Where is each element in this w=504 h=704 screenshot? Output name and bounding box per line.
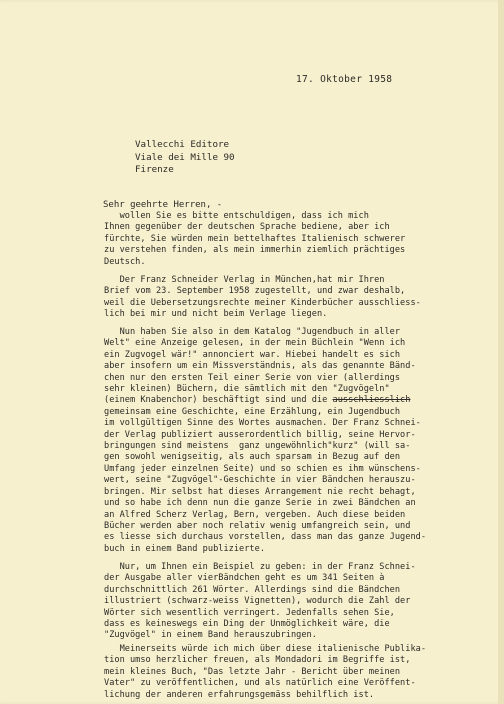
- text-line: Nur, um Ihnen ein Beispiel zu geben: in der Franz Schnei-: [104, 562, 416, 572]
- text-line: wollen Sie es bitte entschuldigen, dass ich mich: [104, 211, 369, 221]
- text-line: es liesse sich durchaus vorstellen, dass man das ganze Jugend-: [104, 532, 427, 543]
- text-line: "Zugvögel" in einem Band herauszubringen.: [104, 630, 317, 641]
- text-line: tion umso herzlicher freuen, als Mondadori im Begriffe ist,: [104, 655, 411, 666]
- paragraph-2: [104, 275, 504, 321]
- salutation: Sehr geehrte Herren, -: [103, 200, 223, 210]
- text-line: Brief vom 23. September 1958 zugestellt, und zwar deshalb,: [104, 286, 406, 297]
- address-line: Vallecchi Editore: [135, 139, 230, 150]
- paragraph-3: [104, 327, 504, 555]
- text-line: mein kleines Buch, "Das letzte Jahr - Bericht über meinen: [104, 666, 401, 677]
- text-line: der Ausgabe aller vierBändchen geht es um 341 Seiten à: [104, 573, 385, 584]
- text-line: der Verlag publiziert ausserordentlich billig, seine Hervor-: [104, 429, 416, 440]
- text-line: an Alfred Scherz Verlag, Bern, vergeben. Auch diese beiden: [104, 509, 406, 520]
- text-line: zu verstehen finden, als mein immerhin ziemlich prächtiges: [104, 245, 406, 256]
- text-segment: (einem Knabenchor) beschäftigt sind und die: [104, 395, 333, 406]
- text-line: Ihnen gegenüber der deutschen Sprache bediene, aber ich: [104, 222, 390, 233]
- text-line: bringungen sind meistens ganz ungewöhnlich"kurz" (will sa-: [104, 441, 411, 452]
- text-line: gemeinsam eine Geschichte, eine Erzählung, ein Jugendbuch: [104, 406, 401, 417]
- text-line: lichung der anderen erfahrungsgemäss behilflich ist.: [104, 689, 375, 700]
- letter-date: 17. Oktober 1958: [296, 74, 393, 85]
- text-line: Meinerseits würde ich mich über diese italienische Publika-: [104, 644, 427, 654]
- text-line: sehr kleinen) Büchern, die sämtlich mit den "Zugvögeln": [104, 384, 390, 395]
- text-line: lich bei mir und nicht beim Verlage liegen.: [104, 309, 328, 320]
- text-line: Der Franz Schneider Verlag in München,hat mir Ihren: [104, 275, 385, 285]
- text-line: Vater" zu veröffentlichen, und als natürlich eine Veröffent-: [104, 678, 416, 689]
- text-line: Umfang jeder einzelnen Seite) und so schien es ihm wünschens-: [104, 463, 421, 474]
- text-line: Bücher werden aber noch relativ wenig umfangreich sein, und: [104, 520, 411, 531]
- address-line: Firenze: [135, 164, 174, 176]
- paragraph-5: [104, 644, 504, 701]
- text-line: Deutsch.: [104, 256, 146, 267]
- text-line: und so habe ich denn nun die ganze Serie in zwei Bändchen an: [104, 498, 416, 509]
- text-line: illustriert (schwarz-weiss Vignetten), wodurch die Zahl der: [104, 596, 411, 607]
- text-line: Welt" eine Anzeige gelesen, in der mein Büchlein "Wenn ich: [104, 338, 406, 349]
- text-line: fürchte, Sie würden mein bettelhaftes Italienisch schwerer: [104, 233, 406, 244]
- text-line: aber insofern um ein Missverständnis, als das genannte Bänd-: [104, 361, 416, 372]
- paragraph-1: [104, 211, 504, 268]
- text-line: wert, seine "Zugvögel"-Geschichte in vier Bändchen herauszu-: [104, 475, 416, 486]
- paragraph-4: [104, 562, 504, 642]
- text-line: ein Zugvogel wär!" annonciert war. Hiebei handelt es sich: [104, 349, 401, 360]
- text-line: weil die Uebersetzungsrechte meiner Kinderbücher ausschliess-: [104, 297, 421, 308]
- text-line: gen sowohl wenigseitig, als auch sparsam in Bezug auf den: [104, 452, 401, 463]
- text-line: buch in einem Band publizierte.: [104, 543, 266, 554]
- text-line: [104, 395, 504, 406]
- text-line: Wörter sich wesentlich verringert. Jedenfalls sehen Sie,: [104, 607, 395, 618]
- struck-text: ausschliesslich: [332, 395, 411, 406]
- text-line: durchschnittlich 261 Wörter. Allerdings sind die Bändchen: [104, 584, 401, 595]
- text-line: dass es keineswegs ein Ding der Unmöglichkeit wäre, die: [104, 619, 390, 630]
- text-line: bringen. Mir selbst hat dieses Arrangement nie recht behagt,: [104, 486, 416, 497]
- address-line: Viale dei Mille 90: [135, 151, 235, 163]
- text-line: chen nur den ersten Teil einer Serie von vier (allerdings: [104, 372, 401, 383]
- recipient-address: [135, 139, 235, 177]
- text-line: Nun haben Sie also in dem Katalog "Jugendbuch in aller: [104, 327, 401, 337]
- text-line: im vollgültigen Sinne des Wortes ausmachen. Der Franz Schnei-: [104, 418, 421, 429]
